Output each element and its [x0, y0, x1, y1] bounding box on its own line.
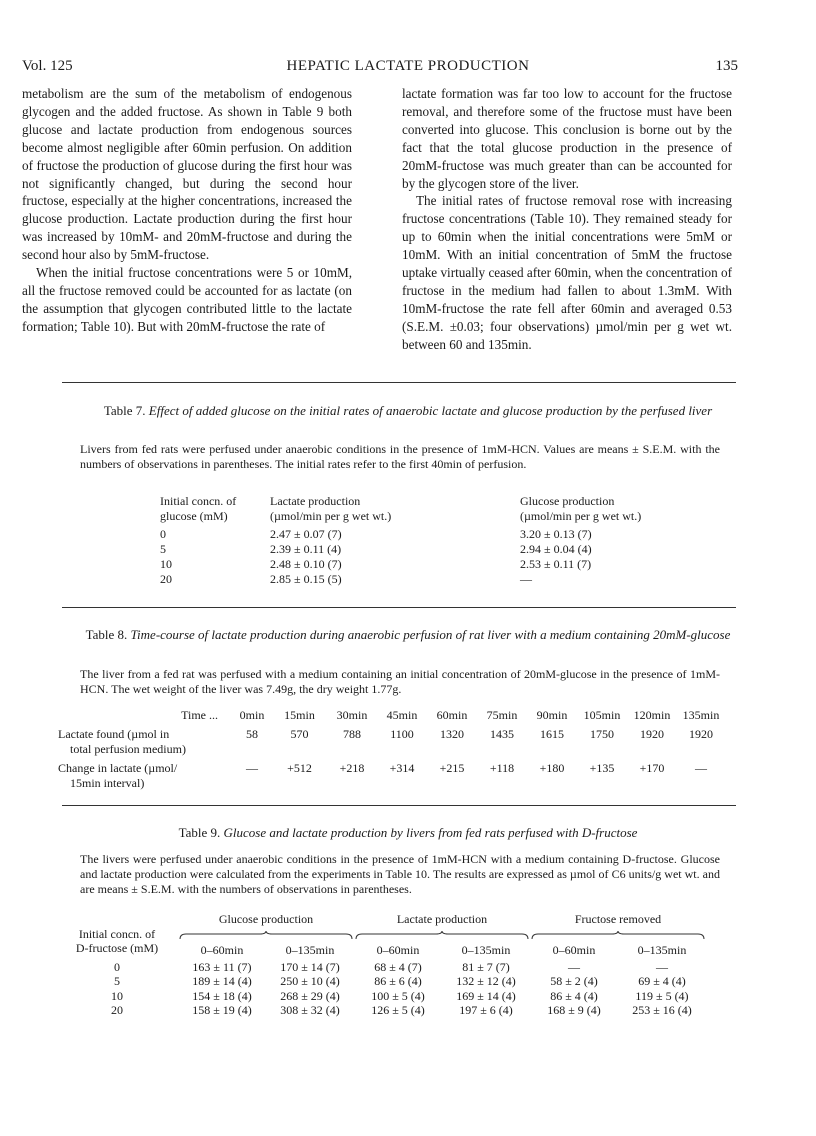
table-row [160, 524, 660, 542]
table-cell: 15min [284, 708, 315, 722]
table-title: Glucose and lactate production by livers from fed rats perfused with D-fructose [223, 825, 638, 840]
body-column-right [402, 85, 732, 354]
table-label: Table 8. [85, 627, 128, 642]
table-cell: 2.47 ± 0.07 (7) [270, 527, 342, 541]
column-header: Glucose production (µmol/min per g wet wt.) [520, 494, 642, 523]
table-row [160, 572, 660, 587]
table-cell: 197 ± 6 (4) [459, 1003, 513, 1017]
table-8-caption [40, 627, 776, 643]
table-cell: — [246, 761, 258, 775]
table-cell: 69 ± 4 (4) [638, 974, 686, 988]
brace-mark [178, 929, 354, 944]
table-cell: 570 [290, 727, 309, 741]
table-cell: 5 [114, 974, 120, 988]
table-cell: 30min [336, 708, 368, 722]
table-cell: +118 [489, 761, 515, 775]
table-title: Effect of added glucose on the initial rates of anaerobic lactate and glucose production by the perfused liver [148, 403, 713, 418]
table-cell: 81 ± 7 (7) [462, 959, 510, 974]
table-header-row [58, 708, 725, 723]
brace-mark [354, 929, 530, 944]
table-cell: — [520, 572, 532, 586]
table-cell: — [656, 959, 668, 974]
body-paragraph: When the initial fructose concentrations were 5 or 10mM, all the fructose removed could be accounted for as lactate (on the assumption that glycogen contributed little to the lactate formation; Table 10). But with 20mM-fructose the rate of [22, 265, 352, 334]
table-header-row [160, 494, 660, 524]
volume-number: Vol. 125 [22, 58, 73, 74]
group-header: Lactate production [396, 912, 488, 926]
table-cell: 135min [682, 708, 720, 722]
table-cell: 0min [239, 708, 265, 722]
table-9-caption [40, 825, 776, 841]
table-row [56, 1003, 706, 1018]
table-7 [160, 494, 660, 587]
table-cell: 1320 [440, 727, 464, 741]
table-cell: 68 ± 4 (7) [374, 959, 422, 974]
table-cell: +314 [389, 761, 415, 775]
table-cell: 90min [536, 708, 568, 722]
table-cell: 0–135min [637, 943, 687, 957]
body-paragraph: lactate formation was far too low to account for the fructose removal, and therefore some of the fructose must have been converted into glucose. This conclusion is borne out by the fact that the total glucose production in the presence of 20mM-fructose was much greater than can be accounted for by the glycogen store of the liver. [402, 86, 732, 191]
table-cell: 2.39 ± 0.11 (4) [270, 542, 342, 556]
section-rule [62, 607, 736, 608]
table-cell: 788 [343, 727, 361, 741]
table-cell: 268 ± 29 (4) [280, 988, 340, 1003]
table-cell: 75min [486, 708, 518, 722]
table-cell: 1750 [590, 727, 614, 741]
body-column-left [22, 85, 352, 336]
table-cell: 1920 [689, 727, 713, 741]
page-number: 135 [715, 58, 738, 74]
table-9 [56, 912, 706, 1018]
table-row [58, 757, 725, 791]
table-cell: 5 [160, 542, 166, 556]
table-title: Time-course of lactate production during anaerobic perfusion of rat liver with a medium containing 20mM-glucose [130, 627, 731, 642]
table-cell: +215 [439, 761, 465, 775]
table-cell: 10 [160, 557, 172, 571]
table-cell: 0–135min [461, 943, 511, 957]
table-cell: 0 [160, 527, 166, 541]
table-cell: 86 ± 4 (4) [550, 988, 598, 1003]
table-cell: 2.48 ± 0.10 (7) [270, 557, 342, 571]
table-cell: 45min [386, 708, 418, 722]
row-header: Time ... [181, 708, 218, 722]
table-cell: 0–60min [552, 943, 596, 957]
table-cell: — [568, 959, 580, 974]
table-7-caption [40, 403, 776, 419]
group-header: Glucose production [218, 912, 314, 926]
table-cell: 169 ± 14 (4) [456, 988, 516, 1003]
table-cell: 2.85 ± 0.15 (5) [270, 572, 342, 586]
table-cell: 1435 [490, 727, 514, 741]
table-cell: 20 [111, 1003, 123, 1017]
table-row [56, 974, 706, 989]
table-row [56, 989, 706, 1004]
table-cell: 170 ± 14 (7) [280, 959, 340, 974]
table-group-header-row [56, 912, 706, 929]
table-cell: 163 ± 11 (7) [192, 959, 252, 974]
table-cell: 20 [160, 572, 172, 586]
table-cell: 120min [633, 708, 671, 722]
section-rule [62, 805, 736, 806]
brace-mark [530, 929, 706, 944]
table-cell: +218 [339, 761, 365, 775]
table-8 [58, 708, 725, 791]
table-row [58, 723, 725, 757]
table-cell: 132 ± 12 (4) [456, 974, 516, 988]
table-9-note: The livers were perfused under anaerobic conditions in the presence of 1mM-HCN with a medium containing D-fructose. Glucose and lactate production were calculated from the experiments in Table 10. The results are expressed as µmol of C6 units/g wet wt. and are means ± S.E.M. with the numbers of observations in parentheses. [80, 852, 720, 896]
table-cell: 58 [246, 727, 258, 741]
table-cell: 168 ± 9 (4) [547, 1003, 601, 1017]
table-cell: 3.20 ± 0.13 (7) [520, 527, 592, 541]
table-cell: 0–60min [376, 943, 420, 957]
table-row [160, 542, 660, 557]
table-cell: +170 [639, 761, 665, 775]
table-7-note: Livers from fed rats were perfused under anaerobic conditions in the presence of 1mM-HCN. Values are means ± S.E.M. with the numbers of observations in parentheses. The initial rates refer to the first 40min of perfusion. [80, 442, 720, 471]
table-cell: — [695, 761, 707, 775]
body-paragraph: The initial rates of fructose removal rose with increasing fructose concentrations (Table 10). They remained steady for up to 60min when the initial concentrations were 5mM or 10mM. With an initial concentration of 5mM the fructose uptake virtually ceased after 60min, when the concentration of fructose in the medium had fallen to about 1.3mM. With 10mM-fructose the rate fell after 60min and averaged 0.53 (S.E.M. ±0.03; four observations) µmol/min per g wet wt. between 60 and 135min. [402, 193, 732, 352]
table-cell: 1615 [540, 727, 564, 741]
table-cell: 60min [436, 708, 468, 722]
table-row [56, 958, 706, 975]
table-cell: 0 [114, 959, 120, 974]
table-cell: 308 ± 32 (4) [280, 1003, 340, 1017]
table-cell: +135 [589, 761, 615, 775]
table-cell: 105min [583, 708, 621, 722]
table-cell: 58 ± 2 (4) [550, 974, 598, 988]
body-paragraph: metabolism are the sum of the metabolism of endogenous glycogen and the added fructose. As shown in Table 9 both glucose and lactate production from endogenous sources become almost negligible after 60min perfusion. On addition of fructose the production of glucose during the first hour was not significantly changed, but during the second hour fructose, especially at the higher concentrations, increased the glucose production. Lactate production during the first hour was increased by 10mM- and 20mM-fructose and during the second hour also by 5mM-fructose. [22, 86, 352, 263]
row-header: Change in lactate (µmol/ 15min interval) [58, 761, 178, 790]
table-cell: 0–60min [200, 943, 244, 957]
table-cell: 250 ± 10 (4) [280, 974, 340, 988]
page-title: HEPATIC LACTATE PRODUCTION [286, 58, 530, 74]
column-header: Initial concn. of glucose (mM) [160, 494, 237, 523]
table-cell: 126 ± 5 (4) [371, 1003, 425, 1017]
table-label: Table 7. [103, 403, 146, 418]
table-cell: +512 [287, 761, 312, 775]
table-cell: 1100 [390, 727, 414, 741]
row-header: Lactate found (µmol in total perfusion medium) [58, 727, 186, 756]
row-header: Initial concn. of D-fructose (mM) [75, 926, 159, 955]
table-cell: 10 [111, 988, 123, 1003]
table-cell: 189 ± 14 (4) [192, 974, 252, 988]
table-cell: 1920 [640, 727, 664, 741]
table-cell: 253 ± 16 (4) [632, 1003, 692, 1017]
table-cell: 86 ± 6 (4) [374, 974, 422, 988]
table-cell: 154 ± 18 (4) [192, 988, 252, 1003]
group-header: Fructose removed [574, 912, 662, 926]
table-cell: 0–135min [285, 943, 335, 957]
table-cell: 100 ± 5 (4) [371, 988, 425, 1003]
table-cell: +180 [539, 761, 565, 775]
table-cell: 2.94 ± 0.04 (4) [520, 542, 592, 556]
table-8-note: The liver from a fed rat was perfused with a medium containing an initial concentration of 20mM-glucose in the presence of 1mM-HCN. The wet weight of the liver was 7.49g, the dry weight 1.77g. [80, 667, 720, 696]
section-rule [62, 382, 736, 383]
table-row [160, 557, 660, 572]
table-cell: 119 ± 5 (4) [635, 988, 689, 1003]
table-cell: 2.53 ± 0.11 (7) [520, 557, 592, 571]
column-header: Lactate production (µmol/min per g wet wt.) [270, 494, 392, 523]
table-cell: 158 ± 19 (4) [192, 1003, 252, 1017]
table-label: Table 9. [178, 825, 221, 840]
